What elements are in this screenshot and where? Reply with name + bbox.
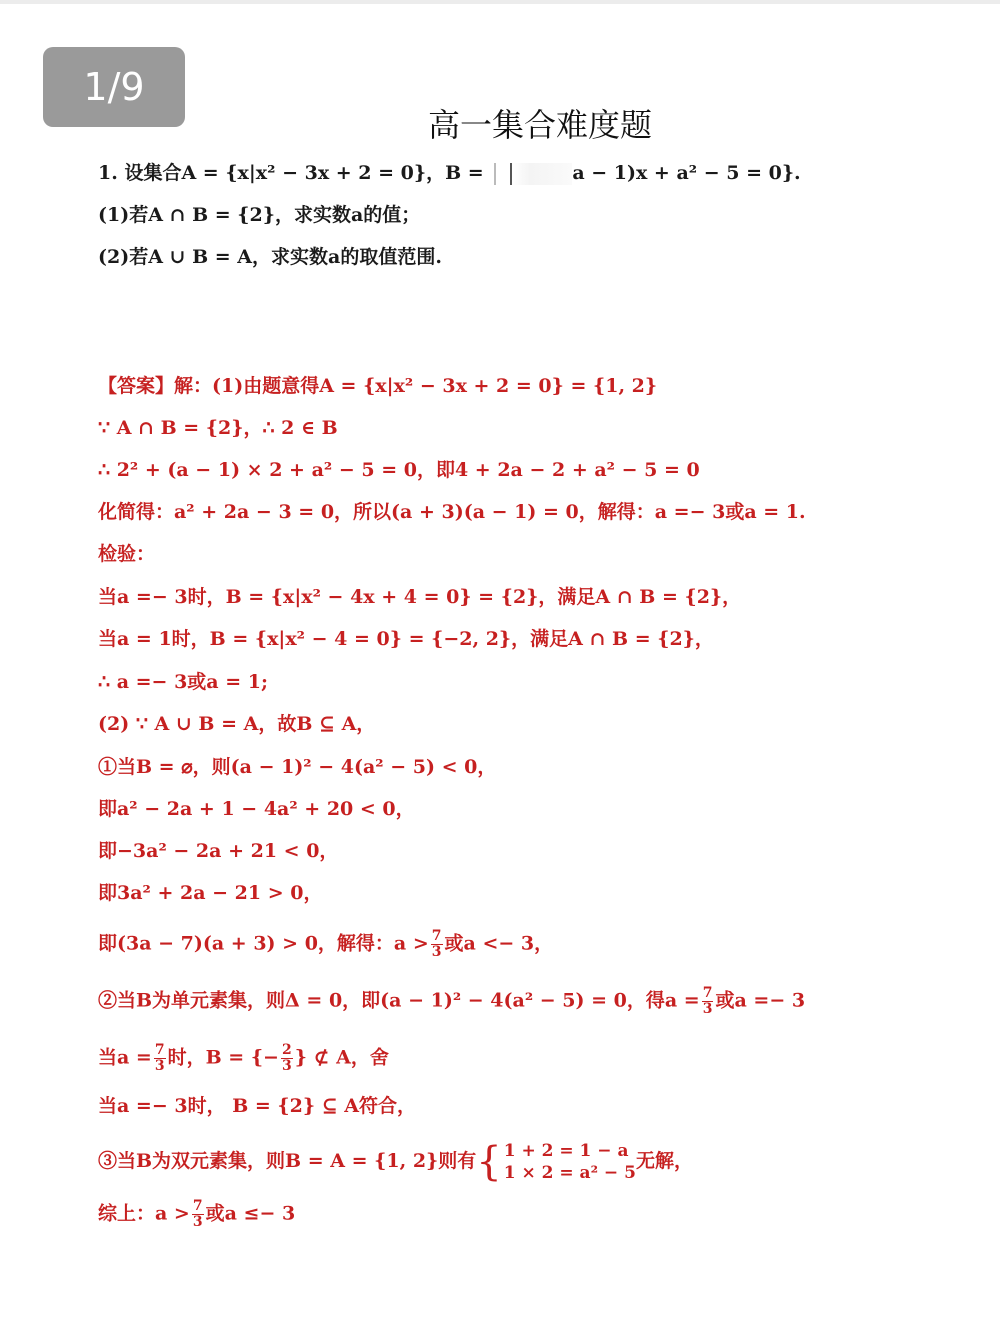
- equation-row-1: 1 + 2 = 1 − a: [503, 1141, 629, 1161]
- fraction-numerator: 7: [702, 985, 713, 1001]
- answer-line-11: 即a² − 2a + 1 − 4a² + 20 < 0，: [98, 798, 415, 820]
- answer-line-2: ∵ A ∩ B = {2}，∴ 2 ∈ B: [98, 417, 338, 439]
- answer-line-18-text-a: ③当B为双元素集，则B = A = {1, 2}则有: [98, 1150, 477, 1172]
- answer-line-4: 化简得：a² + 2a − 3 = 0，所以(a + 3)(a − 1) = 0，解得：a =− 3或a = 1.: [98, 501, 806, 523]
- fraction-7-3: [431, 929, 443, 960]
- brace-icon: {: [476, 1139, 502, 1185]
- fraction-denominator: 3: [702, 1001, 713, 1017]
- answer-line-16-text-c: } ⊄ A，舍: [294, 1046, 389, 1069]
- answer-line-18: [98, 1140, 693, 1184]
- fraction-7-3: [154, 1043, 166, 1074]
- answer-line-7: 当a = 1时，B = {x|x² − 4 = 0} = {−2, 2}，满足A ∩ B = {2}，: [98, 628, 714, 650]
- answer-line-13: 即3a² + 2a − 21 > 0，: [98, 882, 323, 904]
- fraction-denominator: 3: [431, 944, 442, 960]
- fraction-denominator: 3: [154, 1058, 165, 1074]
- fraction-numerator: 7: [192, 1198, 203, 1214]
- fraction-7-3: [702, 986, 714, 1017]
- answer-line-17: 当a =− 3时， B = {2} ⊆ A符合，: [98, 1095, 416, 1117]
- fraction-7-3: [192, 1199, 204, 1230]
- fraction-numerator: 7: [154, 1042, 165, 1058]
- question-line-1: [98, 160, 801, 186]
- equation-row-2: 1 × 2 = a² − 5: [503, 1163, 636, 1183]
- answer-line-16-text-b: 时，B = {−: [167, 1046, 279, 1069]
- redacted-region: [490, 163, 572, 185]
- page-indicator: 1/9: [43, 47, 185, 127]
- answer-line-8: ∴ a =− 3或a = 1;: [98, 671, 268, 693]
- question-part-1: (1)若A ∩ B = {2}，求实数a的值；: [98, 204, 421, 226]
- question-part-2: (2)若A ∪ B = A，求实数a的取值范围.: [98, 246, 442, 268]
- answer-line-18-text-b: 无解，: [635, 1150, 693, 1172]
- fraction-numerator: 7: [431, 928, 442, 944]
- fraction-numerator: 2: [281, 1042, 292, 1058]
- answer-line-5: 检验：: [98, 543, 156, 565]
- answer-line-16: [98, 1043, 389, 1074]
- equation-system: [476, 1140, 636, 1184]
- top-divider: [0, 0, 1000, 4]
- question-text-a: 1. 设集合A = {x|x² − 3x + 2 = 0}，B =: [98, 162, 491, 184]
- answer-line-16-text-a: 当a =: [98, 1046, 152, 1069]
- answer-line-19-text-a: 综上：a >: [98, 1202, 190, 1225]
- page-title: 高一集合难度题: [427, 106, 652, 144]
- answer-line-1: 【答案】解：(1)由题意得A = {x|x² − 3x + 2 = 0} = {1, 2}: [98, 375, 658, 397]
- answer-line-15-text-b: 或a =− 3: [715, 989, 806, 1012]
- answer-line-3: ∴ 2² + (a − 1) × 2 + a² − 5 = 0，即4 + 2a − 2 + a² − 5 = 0: [98, 459, 700, 481]
- answer-line-19-text-b: 或a ≤− 3: [205, 1202, 296, 1225]
- fraction-2-3: [281, 1043, 293, 1074]
- answer-line-9: (2) ∵ A ∪ B = A，故B ⊆ A，: [98, 713, 376, 735]
- fraction-denominator: 3: [192, 1214, 203, 1230]
- answer-line-12: 即−3a² − 2a + 21 < 0，: [98, 840, 339, 862]
- fraction-denominator: 3: [281, 1058, 292, 1074]
- answer-line-15-text-a: ②当B为单元素集，则Δ = 0，即(a − 1)² − 4(a² − 5) = 0，得a =: [98, 989, 700, 1012]
- answer-line-15: [98, 986, 805, 1017]
- question-text-b: a − 1)x + a² − 5 = 0}.: [572, 162, 801, 184]
- answer-line-14-text-b: 或a <− 3，: [444, 932, 554, 955]
- answer-line-10: ①当B = ⌀，则(a − 1)² − 4(a² − 5) < 0，: [98, 756, 497, 778]
- answer-line-6: 当a =− 3时，B = {x|x² − 4x + 4 = 0} = {2}，满足A ∩ B = {2}，: [98, 586, 742, 608]
- answer-line-14-text-a: 即(3a − 7)(a + 3) > 0，解得：a >: [98, 932, 429, 955]
- answer-line-14: [98, 929, 553, 960]
- answer-line-19: [98, 1199, 295, 1230]
